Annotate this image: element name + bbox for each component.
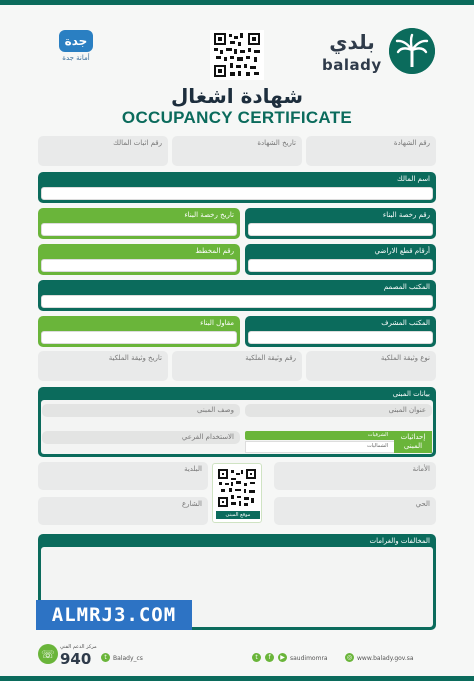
ownership-doc-type-label: نوع وثيقة الملكية (380, 354, 430, 362)
design-office-label: المكتب المصمم (383, 283, 430, 291)
building-coordinates-label: إحداثيات المبنى (394, 431, 432, 453)
building-address-field[interactable] (245, 404, 432, 417)
owner-id-number-field[interactable] (38, 136, 168, 166)
globe-icon: ◎ (346, 654, 353, 661)
building-permit-date-field (38, 208, 240, 239)
sub-use-field[interactable] (42, 431, 240, 444)
balady-logo-english: balady (322, 56, 382, 74)
twitter-icon: t (101, 653, 110, 662)
district-label: الحي (415, 500, 430, 508)
ownership-doc-type-field[interactable] (306, 351, 436, 381)
site-location-qr[interactable] (212, 463, 262, 523)
owner-id-number-label: رقم اثبات المالك (113, 139, 162, 147)
jeddah-municipality-logo (50, 30, 102, 76)
website-link[interactable]: www.balady.gov.sa (357, 655, 414, 662)
ownership-doc-number-label: رقم وثيقة الملكية (245, 354, 296, 362)
youtube-icon: ▶ (278, 653, 287, 662)
building-permit-number-label: رقم رخصة البناء (382, 211, 430, 219)
site-location-caption: موقع المبنى (216, 511, 260, 519)
building-permit-date-input[interactable] (41, 223, 237, 236)
amana-field[interactable] (274, 462, 436, 490)
municipality-field[interactable] (38, 462, 208, 490)
plan-number-field (38, 244, 240, 275)
supervising-office-label: المكتب المشرف (381, 319, 430, 327)
design-office-field (38, 280, 436, 311)
twitter-icon: t (252, 653, 261, 662)
qr-code-icon (217, 468, 257, 508)
balady-logo-arabic: بلدي (329, 30, 375, 54)
certificate-date-field[interactable] (172, 136, 302, 166)
owner-name-input[interactable] (41, 187, 433, 200)
ownership-doc-date-label: تاريخ وثيقة الملكية (108, 354, 162, 362)
land-plot-numbers-field (245, 244, 436, 275)
sub-use-label: الاستخدام الفرعي (181, 433, 234, 441)
district-field[interactable] (274, 497, 436, 525)
building-coordinates-field (245, 431, 432, 453)
building-contractor-input[interactable] (41, 331, 237, 344)
building-description-label: وصف المبنى (197, 406, 234, 414)
street-field[interactable] (38, 497, 208, 525)
building-permit-date-label: تاريخ رخصة البناء (184, 211, 234, 219)
violations-fines-title: المخالفات والغرامات (369, 537, 430, 545)
title-english: OCCUPANCY CERTIFICATE (121, 108, 353, 127)
certificate-date-label: تاريخ الشهادة (257, 139, 296, 147)
building-permit-number-input[interactable] (248, 223, 433, 236)
plan-number-label: رقم المخطط (195, 247, 234, 255)
building-permit-number-field (245, 208, 436, 239)
top-border (0, 0, 474, 5)
building-address-label: عنوان المبنى (388, 406, 426, 414)
title-arabic: شهادة اشغال (170, 84, 304, 108)
northings-label: الشماليات (366, 443, 388, 449)
twitter-handle[interactable]: Balady_cs (113, 655, 143, 662)
supervising-office-input[interactable] (248, 331, 433, 344)
jeddah-logo-mark: جدة (59, 30, 93, 52)
land-plot-numbers-label: أرقام قطع الاراضي (374, 247, 430, 255)
owner-name-field (38, 172, 436, 203)
support-center-label: مركز الدعم الفني (60, 644, 97, 650)
eastings-label: الشرقيات (367, 432, 388, 438)
footer (0, 640, 474, 681)
social-handle[interactable]: saudimomra (290, 655, 328, 662)
amana-label: الأمانة (412, 465, 430, 473)
support-number[interactable]: 940 (60, 650, 92, 668)
building-description-field[interactable] (42, 404, 240, 417)
municipality-label: البلدية (184, 465, 202, 473)
ownership-doc-number-field[interactable] (172, 351, 302, 381)
supervising-office-field (245, 316, 436, 347)
phone-icon: ☏ (38, 644, 58, 664)
certificate-number-label: رقم الشهادة (393, 139, 430, 147)
building-contractor-label: مقاول البناء (200, 319, 234, 327)
street-label: الشارع (181, 500, 202, 508)
owner-name-label: اسم المالك (397, 175, 430, 183)
palm-tree-icon (389, 28, 435, 74)
building-data-title: بيانات المبنى (392, 390, 430, 398)
plan-number-input[interactable] (41, 259, 237, 272)
qr-code-top (210, 30, 264, 80)
jeddah-logo-text: أمانة جدة (62, 54, 90, 62)
design-office-input[interactable] (41, 295, 433, 308)
building-contractor-field (38, 316, 240, 347)
land-plot-numbers-input[interactable] (248, 259, 433, 272)
ownership-doc-date-field[interactable] (38, 351, 168, 381)
certificate-number-field[interactable] (306, 136, 436, 166)
balady-logo (320, 28, 435, 78)
watermark-banner: ALMRJ3.COM (36, 600, 192, 630)
bottom-border (0, 676, 474, 681)
facebook-icon: f (265, 653, 274, 662)
